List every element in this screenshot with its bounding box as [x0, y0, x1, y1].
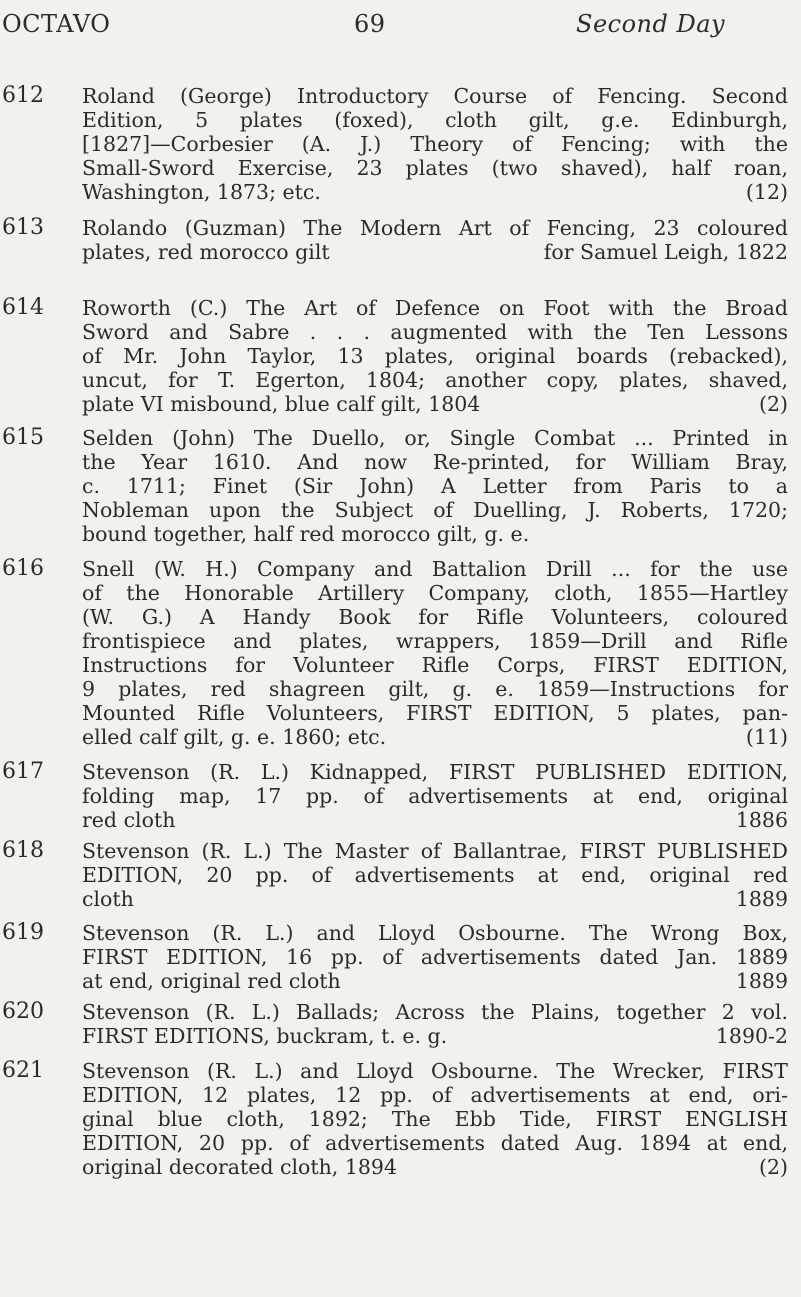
- lot-description: [82, 1000, 788, 1048]
- lot-description: [82, 760, 788, 832]
- description-line: Stevenson (R. L.) Kidnapped, FIRST PUBLISHED EDITION,: [82, 760, 788, 784]
- page-header: [0, 10, 801, 46]
- description-line: (W. G.) A Handy Book for Rifle Volunteers, coloured: [82, 605, 788, 629]
- lot-number: 616: [2, 556, 44, 581]
- lot-description: [82, 296, 788, 416]
- lot-number: 613: [2, 215, 44, 240]
- description-tail: bound together, half red morocco gilt, g. e.: [82, 522, 530, 546]
- description-last-line: [82, 392, 788, 416]
- description-tail: elled calf gilt, g. e. 1860; etc.: [82, 725, 387, 749]
- description-line: EDITION, 20 pp. of advertisements at end, original red: [82, 863, 788, 887]
- lot-number: 621: [2, 1058, 44, 1083]
- page-number: 69: [354, 10, 386, 38]
- lot-quantity-or-date: (12): [745, 180, 788, 204]
- header-sale-day: Second Day: [576, 10, 726, 38]
- lot-number: 615: [2, 425, 44, 450]
- lot-quantity-or-date: for Samuel Leigh, 1822: [543, 240, 788, 264]
- description-line: 9 plates, red shagreen gilt, g. e. 1859—Instructions for: [82, 677, 788, 701]
- lot-quantity-or-date: 1890-2: [715, 1024, 788, 1048]
- lot-number: 614: [2, 295, 44, 320]
- lot-quantity-or-date: 1886: [735, 808, 788, 832]
- lot-number: 612: [2, 83, 44, 108]
- description-line: EDITION, 20 pp. of advertisements dated Aug. 1894 at end,: [82, 1131, 788, 1155]
- description-tail: red cloth: [82, 808, 176, 832]
- lot-description: [82, 921, 788, 993]
- description-line: EDITION, 12 plates, 12 pp. of advertisements at end, ori-: [82, 1083, 788, 1107]
- lot-description: [82, 84, 788, 204]
- description-line: Stevenson (R. L.) and Lloyd Osbourne. The Wrong Box,: [82, 921, 788, 945]
- description-tail: plate VI misbound, blue calf gilt, 1804: [82, 392, 481, 416]
- description-last-line: [82, 1155, 788, 1179]
- description-last-line: [82, 969, 788, 993]
- description-tail: at end, original red cloth: [82, 969, 341, 993]
- lot-description: [82, 839, 788, 911]
- description-line: Roland (George) Introductory Course of Fencing. Second: [82, 84, 788, 108]
- header-format: OCTAVO: [2, 10, 111, 38]
- description-line: Stevenson (R. L.) and Lloyd Osbourne. The Wrecker, FIRST: [82, 1059, 788, 1083]
- description-line: of Mr. John Taylor, 13 plates, original boards (rebacked),: [82, 344, 788, 368]
- lot-number: 620: [2, 999, 44, 1024]
- lot-number: 618: [2, 838, 44, 863]
- description-last-line: [82, 522, 788, 546]
- lot-quantity-or-date: (11): [745, 725, 788, 749]
- description-line: [1827]—Corbesier (A. J.) Theory of Fencing; with the: [82, 132, 788, 156]
- description-line: uncut, for T. Egerton, 1804; another copy, plates, shaved,: [82, 368, 788, 392]
- description-line: frontispiece and plates, wrappers, 1859—Drill and Rifle: [82, 629, 788, 653]
- description-line: Rolando (Guzman) The Modern Art of Fencing, 23 coloured: [82, 216, 788, 240]
- description-line: FIRST EDITION, 16 pp. of advertisements dated Jan. 1889: [82, 945, 788, 969]
- description-line: Edition, 5 plates (foxed), cloth gilt, g.e. Edinburgh,: [82, 108, 788, 132]
- description-last-line: [82, 725, 788, 749]
- description-line: Nobleman upon the Subject of Duelling, J. Roberts, 1720;: [82, 498, 788, 522]
- description-line: folding map, 17 pp. of advertisements at end, original: [82, 784, 788, 808]
- description-tail: FIRST EDITIONS, buckram, t. e. g.: [82, 1024, 448, 1048]
- lot-quantity-or-date: 1889: [735, 969, 788, 993]
- lot-description: [82, 1059, 788, 1179]
- description-tail: plates, red morocco gilt: [82, 240, 330, 264]
- lot-number: 617: [2, 759, 44, 784]
- lot-number: 619: [2, 920, 44, 945]
- description-line: Mounted Rifle Volunteers, FIRST EDITION, 5 plates, pan-: [82, 701, 788, 725]
- description-last-line: [82, 180, 788, 204]
- description-last-line: [82, 240, 788, 264]
- description-line: Small-Sword Exercise, 23 plates (two shaved), half roan,: [82, 156, 788, 180]
- description-line: Sword and Sabre . . . augmented with the Ten Lessons: [82, 320, 788, 344]
- description-last-line: [82, 808, 788, 832]
- lot-description: [82, 216, 788, 264]
- description-tail: cloth: [82, 887, 134, 911]
- description-line: c. 1711; Finet (Sir John) A Letter from Paris to a: [82, 474, 788, 498]
- description-tail: Washington, 1873; etc.: [82, 180, 321, 204]
- lot-description: [82, 426, 788, 546]
- description-line: the Year 1610. And now Re-printed, for William Bray,: [82, 450, 788, 474]
- description-line: Stevenson (R. L.) Ballads; Across the Plains, together 2 vol.: [82, 1000, 788, 1024]
- lot-description: [82, 557, 788, 749]
- description-line: Roworth (C.) The Art of Defence on Foot with the Broad: [82, 296, 788, 320]
- description-last-line: [82, 1024, 788, 1048]
- description-line: Instructions for Volunteer Rifle Corps, FIRST EDITION,: [82, 653, 788, 677]
- description-line: Snell (W. H.) Company and Battalion Drill ... for the use: [82, 557, 788, 581]
- description-line: of the Honorable Artillery Company, cloth, 1855—Hartley: [82, 581, 788, 605]
- description-tail: original decorated cloth, 1894: [82, 1155, 398, 1179]
- lot-quantity-or-date: 1889: [735, 887, 788, 911]
- description-last-line: [82, 887, 788, 911]
- description-line: Stevenson (R. L.) The Master of Ballantrae, FIRST PUBLISHED: [82, 839, 788, 863]
- lot-quantity-or-date: (2): [758, 392, 788, 416]
- description-line: Selden (John) The Duello, or, Single Combat ... Printed in: [82, 426, 788, 450]
- description-line: ginal blue cloth, 1892; The Ebb Tide, FIRST ENGLISH: [82, 1107, 788, 1131]
- lot-quantity-or-date: (2): [758, 1155, 788, 1179]
